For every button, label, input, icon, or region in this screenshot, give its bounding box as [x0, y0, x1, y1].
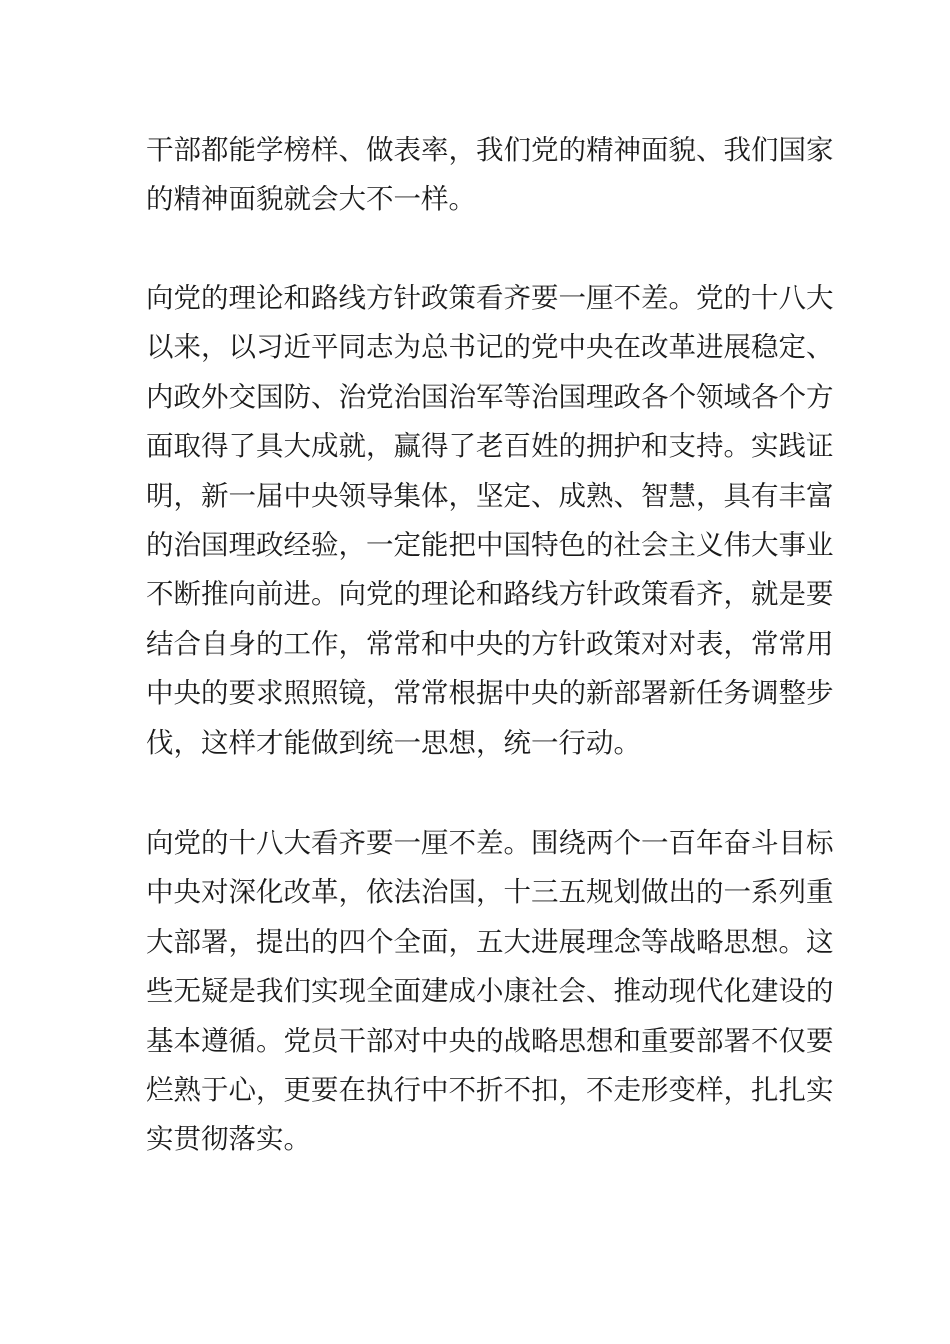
paragraph-line: 干部都能学榜样、做表率，我们党的精神面貌、我们国家 — [146, 134, 834, 166]
paragraph-line: 结合自身的工作，常常和中央的方针政策对对表，常常用 — [146, 627, 834, 660]
paragraph-line: 的精神面貌就会大不一样。 — [146, 183, 476, 216]
paragraph-line: 中央对深化改革，依法治国，十三五规划做出的一系列重 — [146, 876, 834, 909]
paragraph-line: 实贯彻落实。 — [146, 1123, 311, 1156]
paragraph-line: 的治国理政经验，一定能把中国特色的社会主义伟大事业 — [146, 529, 834, 562]
paragraph-line: 向党的十八大看齐要一厘不差。围绕两个一百年奋斗目标 — [146, 827, 834, 859]
paragraph-line: 些无疑是我们实现全面建成小康社会、推动现代化建设的 — [146, 975, 834, 1008]
paragraph-2 — [146, 274, 834, 768]
paragraph-line: 中央的要求照照镜，常常根据中央的新部署新任务调整步 — [146, 677, 834, 710]
paragraph-line: 明，新一届中央领导集体，坚定、成熟、智慧，具有丰富 — [146, 479, 834, 512]
paragraph-line: 面取得了具大成就，赢得了老百姓的拥护和支持。实践证 — [146, 430, 834, 463]
paragraph-line: 大部署，提出的四个全面，五大进展理念等战略思想。这 — [146, 925, 834, 958]
paragraph-line: 以来，以习近平同志为总书记的党中央在改革进展稳定、 — [146, 331, 834, 364]
paragraph-line: 烂熟于心，更要在执行中不折不扣，不走形变样，扎扎实 — [146, 1074, 834, 1107]
paragraph-1 — [146, 126, 834, 225]
paragraph-3 — [146, 819, 834, 1165]
paragraph-line: 不断推向前进。向党的理论和路线方针政策看齐，就是要 — [146, 578, 834, 611]
paragraph-line: 伐，这样才能做到统一思想，统一行动。 — [146, 726, 641, 759]
paragraph-line: 内政外交国防、治党治国治军等治国理政各个领域各个方 — [146, 380, 834, 413]
paragraph-line: 向党的理论和路线方针政策看齐要一厘不差。党的十八大 — [146, 282, 834, 314]
paragraph-line: 基本遵循。党员干部对中央的战略思想和重要部署不仅要 — [146, 1024, 834, 1057]
